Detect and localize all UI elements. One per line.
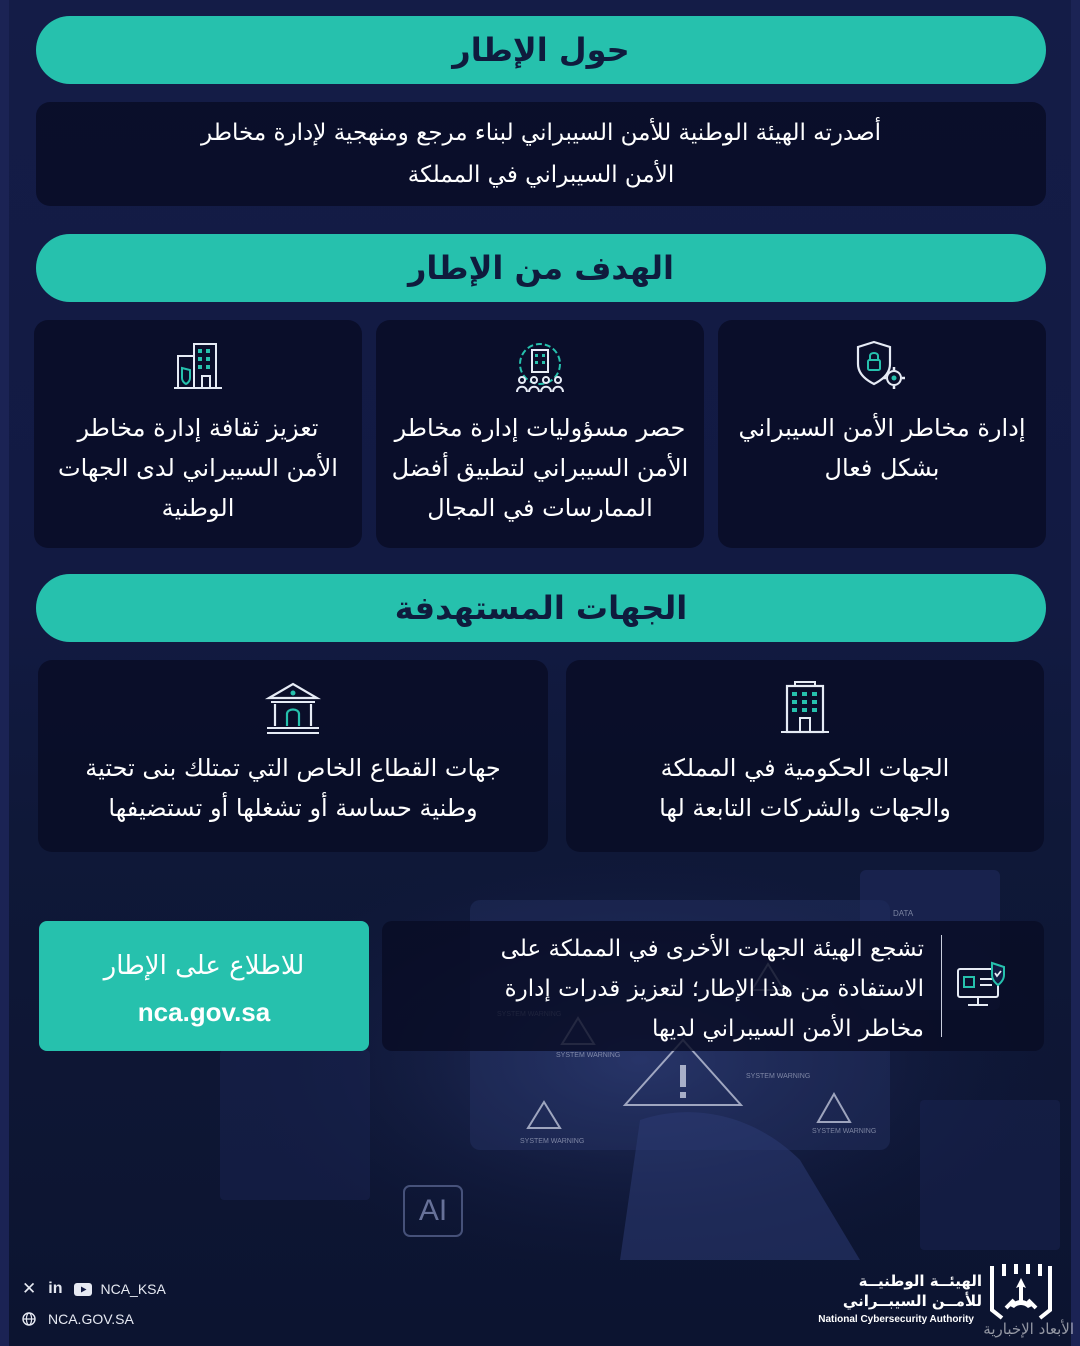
computer-security-icon (956, 961, 1008, 1011)
goal-card-line: الأمن السيبراني لدى الجهات (58, 454, 338, 482)
warning-caption: SYSTEM WARNING (812, 1128, 877, 1135)
org-name-ar-line1: الهيئــة الوطنيــة (858, 1272, 982, 1290)
targets-header: الجهات المستهدفة (36, 574, 1046, 642)
goal-card (376, 320, 704, 548)
target-card (38, 660, 548, 852)
globe-icon (22, 1312, 36, 1326)
about-header: حول الإطار (36, 16, 1046, 84)
youtube-icon[interactable] (74, 1283, 92, 1296)
encourage-line: تشجع الهيئة الجهات الأخرى في المملكة على (500, 936, 924, 962)
social-handle[interactable]: NCA_KSA (100, 1281, 166, 1297)
framework-link-label: للاطلاع على الإطار (103, 951, 305, 981)
goal-header: الهدف من الإطار (36, 234, 1046, 302)
org-name-ar-line2: للأمــن السيبــراني (842, 1292, 982, 1310)
background-cyber-scene (0, 860, 1080, 1260)
goal-card-line: الأمن السيبراني لتطبيق أفضل (391, 454, 689, 482)
goal-card-line: بشكل فعال (824, 454, 940, 482)
encourage-line: الاستفادة من هذا الإطار؛ لتعزيز قدرات إدارة (504, 976, 924, 1002)
about-text-line2: الأمن السيبراني في المملكة (407, 162, 675, 188)
goal-card-line: حصر مسؤوليات إدارة مخاطر (394, 414, 686, 442)
org-name-en: National Cybersecurity Authority (818, 1314, 974, 1325)
target-card-line: والجهات والشركات التابعة لها (659, 794, 951, 822)
target-card (566, 660, 1044, 852)
building-gear-people-icon (510, 336, 570, 396)
goal-card-line: إدارة مخاطر الأمن السيبراني (738, 414, 1026, 442)
encourage-line: مخاطر الأمن السيبراني لديها (652, 1016, 924, 1042)
warning-caption: SYSTEM WARNING (556, 1052, 621, 1059)
office-building-icon (775, 680, 835, 736)
goal-card-line: الممارسات في المجال (427, 494, 653, 522)
social-links (22, 1278, 166, 1330)
about-text-line1: أصدرته الهيئة الوطنية للأمن السيبراني لبناء مرجع ومنهجية لإدارة مخاطر (201, 120, 881, 146)
nca-logo (818, 1252, 1058, 1330)
goal-card (718, 320, 1046, 548)
goal-card-line: تعزيز ثقافة إدارة مخاطر (77, 414, 319, 442)
framework-link-url[interactable]: nca.gov.sa (137, 997, 271, 1027)
data-caption: DATA (893, 909, 914, 918)
target-card-line: الجهات الحكومية في المملكة (660, 754, 950, 782)
nca-emblem-icon (986, 1260, 1056, 1324)
ai-chip-label: AI (418, 1194, 448, 1227)
encourage-box (382, 921, 1044, 1051)
watermark: الأبعاد الإخبارية (983, 1320, 1074, 1338)
divider (941, 935, 942, 1037)
about-box (36, 102, 1046, 206)
linkedin-icon[interactable]: in (48, 1280, 63, 1297)
warning-caption: SYSTEM WARNING (520, 1138, 585, 1145)
x-icon[interactable]: ✕ (22, 1279, 37, 1298)
goal-card-line: الوطنية (161, 494, 235, 522)
framework-link-button[interactable] (39, 921, 369, 1051)
target-card-line: وطنية حساسة أو تشغلها أو تستضيفها (108, 794, 478, 822)
shield-lock-gear-icon (852, 336, 912, 396)
buildings-shield-icon (168, 336, 228, 396)
institution-building-icon (263, 680, 323, 736)
goal-card (34, 320, 362, 548)
target-card-line: جهات القطاع الخاص التي تمتلك بنى تحتية (85, 754, 501, 782)
website-link[interactable]: NCA.GOV.SA (48, 1311, 134, 1327)
warning-caption: SYSTEM WARNING (746, 1073, 811, 1080)
